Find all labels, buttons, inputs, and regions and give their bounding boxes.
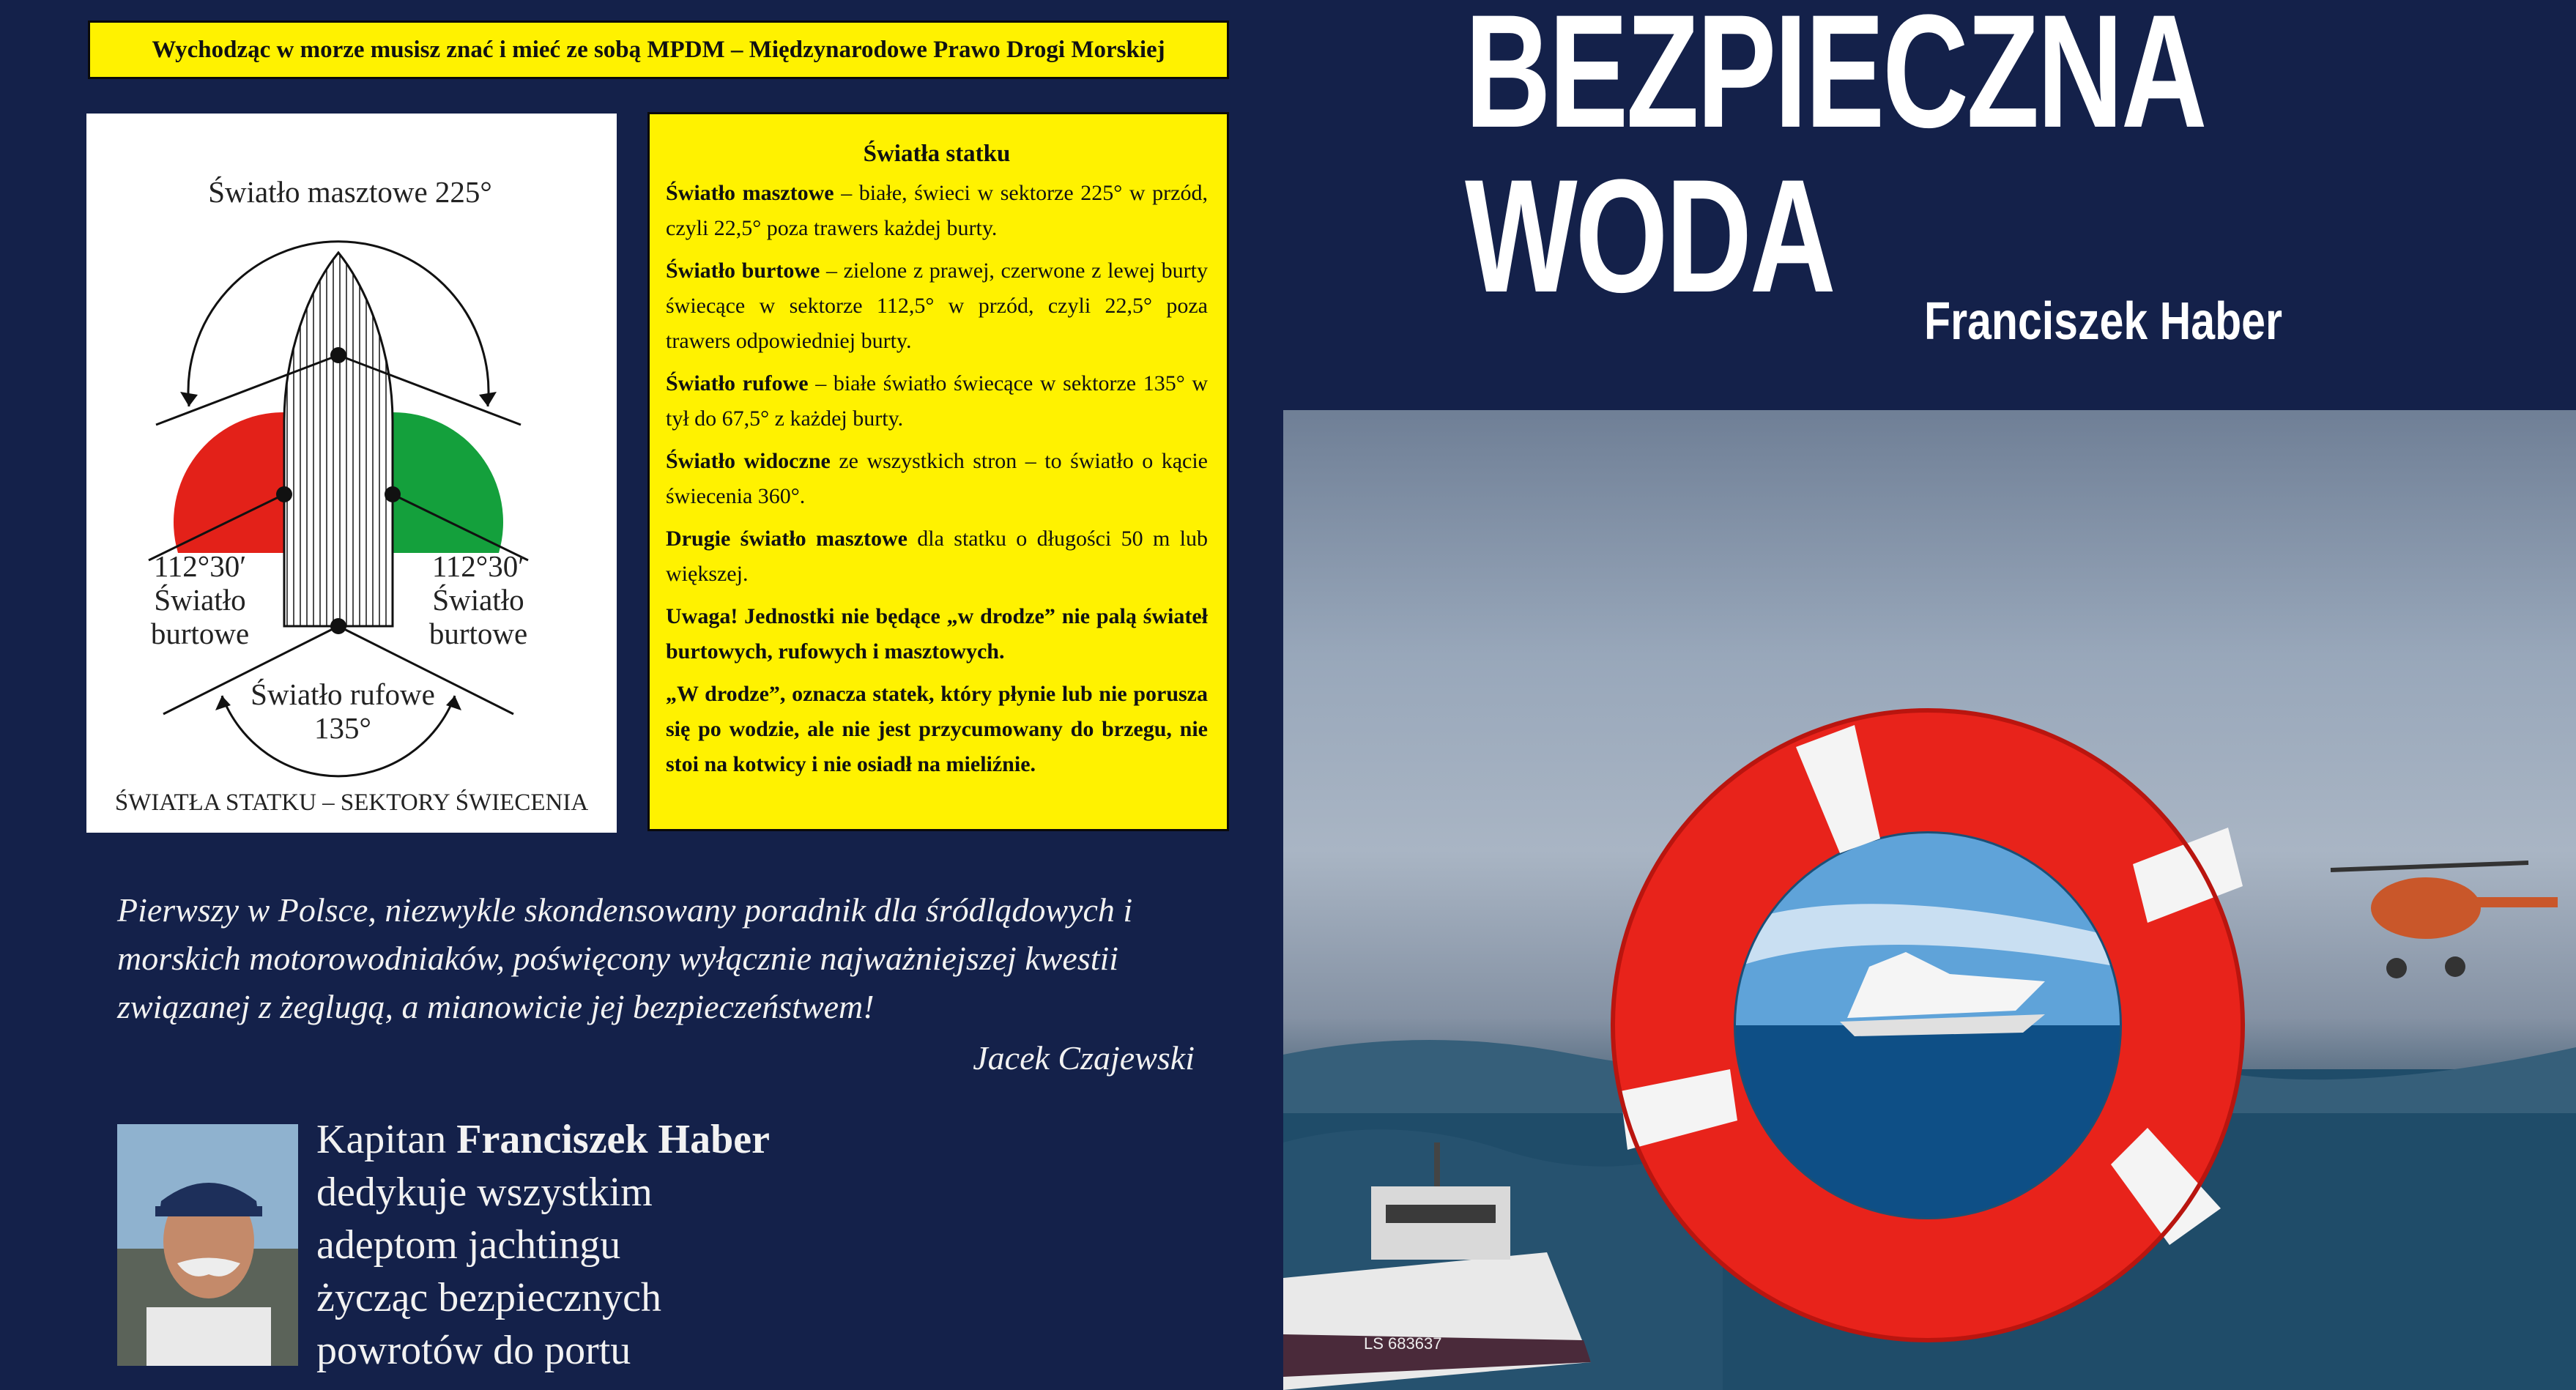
ship-code: LS 683637 bbox=[1364, 1334, 1442, 1353]
mpdm-banner: Wychodząc w morze musisz znać i mieć ze sobą MPDM – Międzynarodowe Prawo Drogi Morskiej bbox=[88, 21, 1229, 79]
starboard-label-2: burtowe bbox=[428, 617, 528, 650]
port-red-sector bbox=[174, 412, 284, 553]
ship-lights-diagram bbox=[86, 114, 617, 833]
info-item: Światło widoczne ze wszystkich stron – to światło o kącie świecenia 360°. bbox=[666, 449, 1208, 508]
quote-author: Jacek Czajewski bbox=[973, 1039, 1195, 1077]
mast-light-label: Światło masztowe 225° bbox=[208, 175, 492, 209]
lifebuoy bbox=[1613, 710, 2243, 1340]
info-item: Światło masztowe – białe, świeci w sektorze 225° w przód, czyli 22,5° poza trawers każdej burty. bbox=[666, 181, 1208, 240]
info-item: Drugie światło masztowe dla statku o długości 50 m lub większej. bbox=[666, 527, 1208, 586]
author-photo bbox=[117, 1124, 298, 1366]
starboard-angle-label: 112°30′ bbox=[431, 549, 525, 583]
starboard-green-sector bbox=[393, 412, 503, 553]
port-label-2: burtowe bbox=[150, 617, 250, 650]
port-angle-label: 112°30′ bbox=[153, 549, 247, 583]
info-heading: Światła statku bbox=[863, 141, 1011, 167]
stern-light-dot bbox=[330, 618, 346, 634]
port-label-1: Światło bbox=[154, 583, 246, 617]
dedication-text: Kapitan Franciszek Haber dedykuje wszystkim adeptom jachtingu życząc bezpiecznych powrotów do portu bbox=[316, 1117, 770, 1373]
info-item: Światło rufowe – białe światło świecące w sektorze 135° w tył do 67,5° z każdej burty. bbox=[666, 371, 1208, 431]
port-light-dot bbox=[276, 486, 292, 502]
book-title: BEZPIECZNA WODA bbox=[1465, 0, 2205, 326]
masthead-light-dot bbox=[330, 347, 346, 363]
starboard-light-dot bbox=[385, 486, 401, 502]
info-note-1: Uwaga! Jednostki nie będące „w drodze” nie palą świateł burtowych, rufowych i masztowych. bbox=[666, 604, 1208, 664]
diagram-caption: ŚWIATŁA STATKU – SEKTORY ŚWIECENIA bbox=[114, 789, 589, 816]
ship-hull bbox=[284, 253, 393, 626]
info-note-2: „W drodze”, oznacza statek, który płynie lub nie porusza się po wodzie, ale nie jest przycumowany do brzegu, nie stoi na kotwicy i nie osiadł na mieliźnie. bbox=[666, 682, 1208, 776]
stern-label-2: 135° bbox=[314, 711, 371, 745]
ship-lights-info-box bbox=[647, 112, 1229, 831]
quote-text: Pierwszy w Polsce, niezwykle skondensowany poradnik dla śródlądowych i morskich motorowodniaków, poświęcony wyłącznie najważniejszej kwestii związanej z żeglugą, a mianowicie jej bezpieczeństwem! bbox=[117, 891, 1133, 1025]
info-item: Światło burtowe – zielone z prawej, czerwone z lewej burty świecące w sektorze 112,5° w przód, czyli 22,5° poza trawers odpowiedniej burty. bbox=[666, 259, 1208, 353]
cover-author: Franciszek Haber bbox=[1924, 292, 2282, 351]
cover-photo bbox=[1283, 410, 2576, 1390]
stern-label-1: Światło rufowe bbox=[250, 677, 435, 711]
starboard-label-1: Światło bbox=[432, 583, 524, 617]
helicopter bbox=[2331, 863, 2558, 978]
